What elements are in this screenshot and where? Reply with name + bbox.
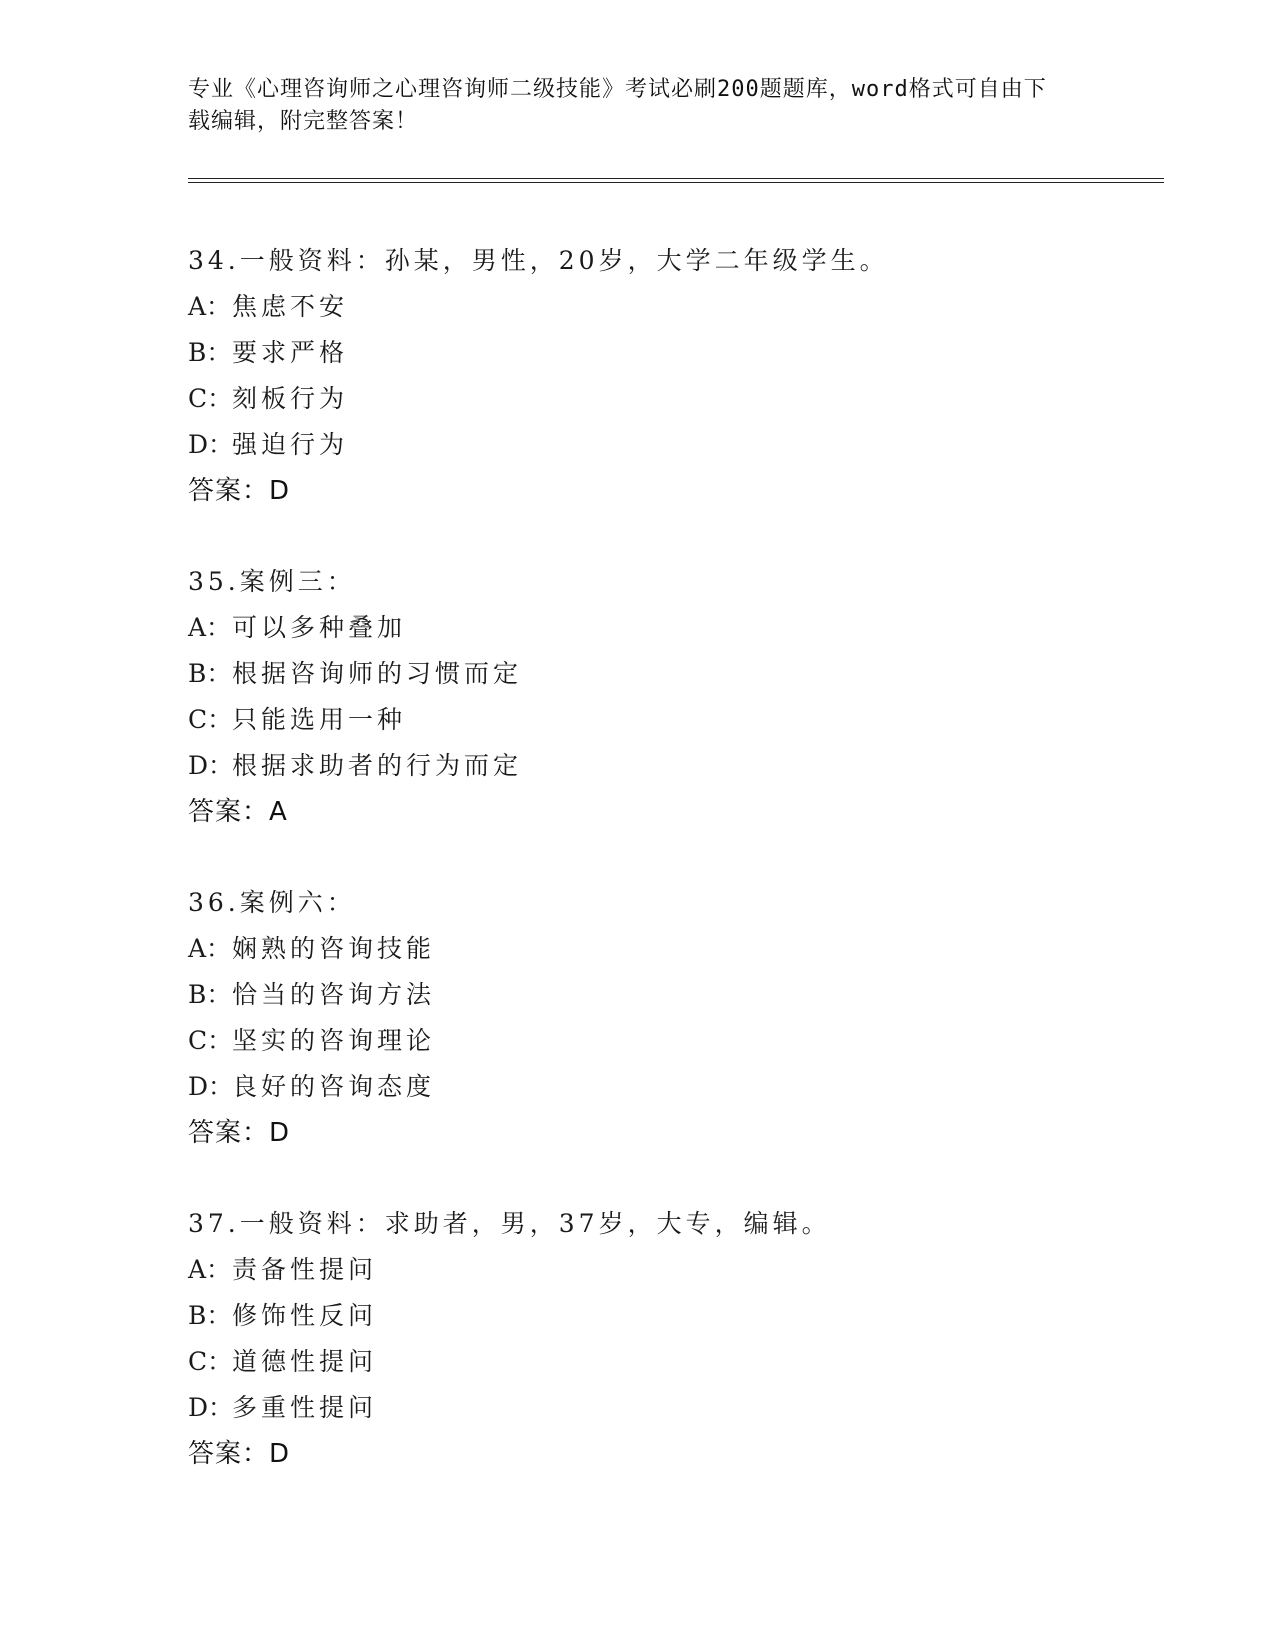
option-text: 只能选用一种 — [232, 705, 407, 734]
option-text: 道德性提问 — [232, 1347, 378, 1376]
option-text: 根据求助者的行为而定 — [232, 751, 523, 780]
question-item — [188, 1201, 1148, 1477]
option-a — [188, 1247, 1148, 1293]
option-b — [188, 972, 1148, 1018]
option-c — [188, 697, 1148, 743]
option-letter: C： — [188, 384, 233, 413]
option-b — [188, 1293, 1148, 1339]
option-d — [188, 1064, 1148, 1110]
option-letter: A： — [188, 934, 232, 963]
question-title: 35.案例三： — [188, 567, 356, 596]
option-c — [188, 1018, 1148, 1064]
option-text: 可以多种叠加 — [232, 613, 407, 642]
option-letter: C： — [188, 1026, 233, 1055]
option-text: 焦虑不安 — [232, 292, 349, 321]
option-letter: C： — [188, 705, 233, 734]
option-text: 强迫行为 — [232, 430, 349, 459]
option-text: 坚实的咨询理论 — [232, 1026, 436, 1055]
option-a — [188, 605, 1148, 651]
option-text: 责备性提问 — [232, 1255, 378, 1284]
question-item — [188, 559, 1148, 835]
option-a — [188, 284, 1148, 330]
option-letter: A： — [188, 292, 232, 321]
question-title: 36.案例六： — [188, 888, 356, 917]
answer-line: 答案：D — [188, 1118, 291, 1148]
option-text: 刻板行为 — [232, 384, 349, 413]
option-letter: B： — [188, 1301, 232, 1330]
answer-line: 答案：A — [188, 797, 288, 827]
option-text: 娴熟的咨询技能 — [232, 934, 436, 963]
option-letter: D： — [188, 1393, 234, 1422]
option-letter: A： — [188, 1255, 232, 1284]
option-text: 修饰性反问 — [232, 1301, 378, 1330]
header-divider — [188, 178, 1164, 183]
option-text: 恰当的咨询方法 — [232, 980, 436, 1009]
answer-line: 答案：D — [188, 476, 291, 506]
option-letter: D： — [188, 1072, 234, 1101]
option-d — [188, 422, 1148, 468]
document-header: 专业《心理咨询师之心理咨询师二级技能》考试必刷200题题库，word格式可自由下载编辑，附完整答案！ — [188, 77, 1047, 134]
option-letter: D： — [188, 430, 234, 459]
option-letter: D： — [188, 751, 234, 780]
question-item — [188, 238, 1148, 514]
question-item — [188, 880, 1148, 1156]
option-d — [188, 1385, 1148, 1431]
option-text: 多重性提问 — [232, 1393, 378, 1422]
question-title: 37.一般资料：求助者，男，37岁，大专，编辑。 — [188, 1209, 831, 1238]
option-c — [188, 376, 1148, 422]
option-d — [188, 743, 1148, 789]
option-text: 根据咨询师的习惯而定 — [232, 659, 523, 688]
option-letter: B： — [188, 980, 232, 1009]
option-text: 要求严格 — [232, 338, 349, 367]
option-letter: B： — [188, 338, 232, 367]
question-title: 34.一般资料：孙某，男性，20岁，大学二年级学生。 — [188, 246, 889, 275]
option-letter: A： — [188, 613, 232, 642]
option-a — [188, 926, 1148, 972]
answer-line: 答案：D — [188, 1439, 291, 1469]
option-letter: B： — [188, 659, 232, 688]
option-b — [188, 330, 1148, 376]
question-list — [188, 238, 1148, 1522]
option-b — [188, 651, 1148, 697]
option-letter: C： — [188, 1347, 233, 1376]
option-text: 良好的咨询态度 — [232, 1072, 436, 1101]
option-c — [188, 1339, 1148, 1385]
